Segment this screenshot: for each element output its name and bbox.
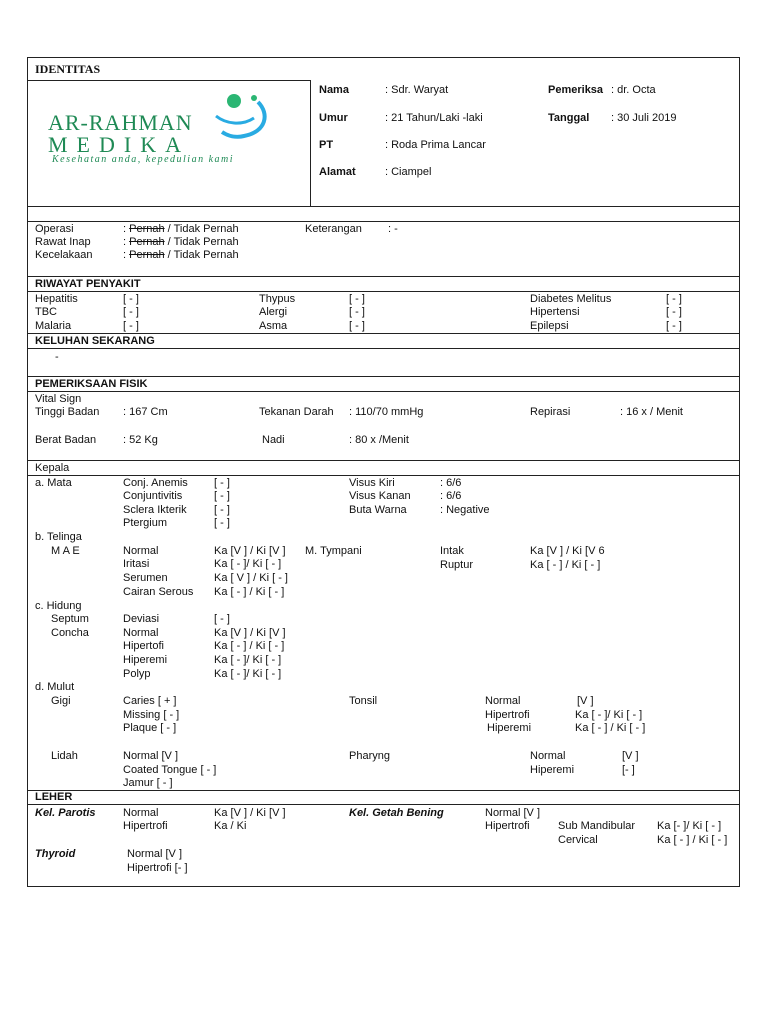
cairan-value: Ka [ - ] / Ki [ - ]: [214, 586, 285, 598]
keterangan-value: : -: [388, 223, 398, 235]
thypus-value: [ - ]: [349, 293, 365, 305]
malaria-value: [ - ]: [123, 320, 139, 332]
pharyng-hiperemi-label: Hiperemi: [530, 764, 575, 776]
asma-value: [ - ]: [349, 320, 365, 332]
thypus-label: Thypus: [259, 293, 296, 305]
cairan-label: Cairan Serous: [123, 586, 194, 598]
tinggi-label: Tinggi Badan: [35, 406, 100, 418]
repirasi-value: : 16 x / Menit: [620, 406, 683, 418]
keluhan-value: -: [55, 351, 59, 363]
umur-value: : 21 Tahun/Laki -laki: [385, 112, 483, 124]
hepatitis-label: Hepatitis: [35, 293, 78, 305]
tanggal-label: Tanggal: [548, 112, 590, 124]
logo-line2: MEDIKA: [48, 132, 190, 157]
keluhan-heading: KELUHAN SEKARANG: [35, 335, 155, 347]
septum-label: Septum: [51, 613, 89, 625]
tbc-value: [ - ]: [123, 306, 139, 318]
visus-kanan-label: Visus Kanan: [349, 490, 411, 502]
berat-value: : 52 Kg: [123, 434, 158, 446]
thyroid-normal: Normal [V ]: [127, 848, 183, 860]
fisik-heading: PEMERIKSAAN FISIK: [35, 378, 148, 390]
c-normal-label: Normal: [123, 627, 159, 639]
parotis-normal-value: Ka [V ] / Ki [V ]: [214, 807, 286, 819]
conj-value: [ - ]: [214, 477, 230, 489]
tonsil-normal-label: Normal: [485, 695, 521, 707]
sclera-label: Sclera Ikterik: [123, 504, 187, 516]
cervical-value: Ka [ - ] / Ki [ - ]: [657, 834, 728, 846]
divider: [27, 804, 740, 805]
tonsil-hipertrofi-value: Ka [ - ]/ Ki [ - ]: [575, 709, 643, 721]
gigi-label: Gigi: [51, 695, 71, 707]
kecelakaan-label: Kecelakaan: [35, 249, 93, 261]
diabetes-label: Diabetes Melitus: [530, 293, 612, 305]
getah-hipertrofi: Hipertrofi: [485, 820, 530, 832]
tonsil-label: Tonsil: [349, 695, 378, 707]
berat-label: Berat Badan: [35, 434, 97, 446]
kecelakaan-value: : Pernah / Tidak Pernah: [123, 249, 239, 261]
leher-heading: LEHER: [35, 791, 73, 803]
nadi-value: : 80 x /Menit: [349, 434, 409, 446]
epilepsi-value: [ - ]: [666, 320, 682, 332]
malaria-label: Malaria: [35, 320, 72, 332]
hidung-label: c. Hidung: [35, 600, 82, 612]
plaque-value: Plaque [ - ]: [123, 722, 177, 734]
visus-kanan-value: : 6/6: [440, 490, 462, 502]
divider: [27, 206, 740, 207]
intak-label: Intak: [440, 545, 464, 557]
tbc-label: TBC: [35, 306, 57, 318]
c-polyp-value: Ka [ - ]/ Ki [ - ]: [214, 668, 282, 680]
alamat-label: Alamat: [319, 166, 356, 178]
serumen-label: Serumen: [123, 572, 168, 584]
tympani-label: M. Tympani: [305, 545, 362, 557]
ptergium-label: Ptergium: [123, 517, 168, 529]
divider: [27, 790, 740, 791]
deviasi-value: [ - ]: [214, 613, 230, 625]
parotis-normal-label: Normal: [123, 807, 159, 819]
missing-value: Missing [ - ]: [123, 709, 180, 721]
umur-label: Umur: [319, 112, 348, 124]
visus-kiri-label: Visus Kiri: [349, 477, 395, 489]
normal-value: Ka [V ] / Ki [V ]: [214, 545, 286, 557]
intak-value: Ka [V ] / Ki [V 6: [530, 545, 605, 557]
tanggal-value: : 30 Juli 2019: [611, 112, 677, 124]
hipertensi-label: Hipertensi: [530, 306, 580, 318]
kepala-heading: Kepala: [35, 462, 70, 474]
mae-label: M A E: [51, 545, 80, 557]
thyroid-hipertrofi: Hipertrofi [- ]: [127, 862, 188, 874]
divider: [27, 333, 740, 334]
rawat-value: : Pernah / Tidak Pernah: [123, 236, 239, 248]
tonsil-hipertrofi-label: Hipertrofi: [485, 709, 530, 721]
nama-value: : Sdr. Waryat: [385, 84, 449, 96]
telinga-label: b. Telinga: [35, 531, 82, 543]
operasi-value: : Pernah / Tidak Pernah: [123, 223, 239, 235]
conjunt-label: Conjuntivitis: [123, 490, 183, 502]
nadi-label: Nadi: [262, 434, 285, 446]
c-normal-value: Ka [V ] / Ki [V ]: [214, 627, 286, 639]
lidah-label: Lidah: [51, 750, 78, 762]
alergi-value: [ - ]: [349, 306, 365, 318]
concha-label: Concha: [51, 627, 89, 639]
c-polyp-label: Polyp: [123, 668, 151, 680]
section-identitas-heading: IDENTITAS: [35, 62, 101, 76]
divider: [27, 376, 740, 377]
asma-label: Asma: [259, 320, 288, 332]
tinggi-value: : 167 Cm: [123, 406, 168, 418]
divider: [27, 348, 740, 349]
divider: [27, 276, 740, 277]
getah-label: Kel. Getah Bening: [349, 807, 444, 819]
parotis-hipertrofi-label: Hipertrofi: [123, 820, 168, 832]
repirasi-label: Repirasi: [530, 406, 571, 418]
operasi-label: Operasi: [35, 223, 74, 235]
rawat-label: Rawat Inap: [35, 236, 91, 248]
sub-mandibular-value: Ka [- ]/ Ki [ - ]: [657, 820, 722, 832]
cervical-label: Cervical: [558, 834, 598, 846]
logo-tagline: Kesehatan anda, kepedulian kami: [52, 154, 235, 165]
lidah-normal: Normal [V ]: [123, 750, 179, 762]
divider: [27, 460, 740, 461]
conjunt-value: [ - ]: [214, 490, 230, 502]
epilepsi-label: Epilepsi: [530, 320, 569, 332]
lidah-coated: Coated Tongue [ - ]: [123, 764, 217, 776]
divider: [27, 391, 740, 392]
ptergium-value: [ - ]: [214, 517, 230, 529]
pharyng-label: Pharyng: [349, 750, 390, 762]
tekanan-label: Tekanan Darah: [259, 406, 334, 418]
hepatitis-value: [ - ]: [123, 293, 139, 305]
mulut-label: d. Mulut: [35, 681, 75, 693]
hipertensi-value: [ - ]: [666, 306, 682, 318]
deviasi-label: Deviasi: [123, 613, 160, 625]
iritasi-label: Iritasi: [123, 558, 150, 570]
ruptur-value: Ka [ - ] / Ki [ - ]: [530, 559, 601, 571]
parotis-label: Kel. Parotis: [35, 807, 96, 819]
c-hiperemi-label: Hiperemi: [123, 654, 168, 666]
logo-line1: AR-RAHMAN: [48, 110, 193, 135]
pemeriksa-value: : dr. Octa: [611, 84, 656, 96]
c-hipertofi-value: Ka [ - ] / Ki [ - ]: [214, 640, 285, 652]
alergi-label: Alergi: [259, 306, 288, 318]
lidah-jamur: Jamur [ - ]: [123, 777, 173, 789]
pharyng-normal-label: Normal: [530, 750, 566, 762]
pharyng-normal-value: [V ]: [622, 750, 639, 762]
c-hipertofi-label: Hipertofi: [123, 640, 164, 652]
nama-label: Nama: [319, 84, 349, 96]
ruptur-label: Ruptur: [440, 559, 474, 571]
pharyng-hiperemi-value: [- ]: [622, 764, 635, 776]
alamat-value: : Ciampel: [385, 166, 432, 178]
divider: [27, 291, 740, 292]
tonsil-normal-value: [V ]: [577, 695, 594, 707]
serumen-value: Ka [ V ] / Ki [ - ]: [214, 572, 288, 584]
divider: [27, 221, 740, 222]
riwayat-heading: RIWAYAT PENYAKIT: [35, 278, 141, 290]
pt-value: : Roda Prima Lancar: [385, 139, 486, 151]
thyroid-label: Thyroid: [35, 848, 76, 860]
diabetes-value: [ - ]: [666, 293, 682, 305]
c-hiperemi-value: Ka [ - ]/ Ki [ - ]: [214, 654, 282, 666]
getah-normal: Normal [V ]: [485, 807, 541, 819]
normal-label: Normal: [123, 545, 159, 557]
tonsil-hiperemi-value: Ka [ - ] / Ki [ - ]: [575, 722, 646, 734]
mata-label: a. Mata: [35, 477, 72, 489]
sclera-value: [ - ]: [214, 504, 230, 516]
keterangan-label: Keterangan: [305, 223, 362, 235]
parotis-hipertrofi-value: Ka / Ki: [214, 820, 247, 832]
buta-value: : Negative: [440, 504, 490, 516]
sub-mandibular-label: Sub Mandibular: [558, 820, 636, 832]
caries-value: Caries [ + ]: [123, 695, 177, 707]
vital-sign-label: Vital Sign: [35, 393, 82, 405]
visus-kiri-value: : 6/6: [440, 477, 462, 489]
tonsil-hiperemi-label: Hiperemi: [487, 722, 532, 734]
divider: [27, 475, 740, 476]
conj-label: Conj. Anemis: [123, 477, 188, 489]
iritasi-value: Ka [ - ]/ Ki [ - ]: [214, 558, 282, 570]
buta-label: Buta Warna: [349, 504, 407, 516]
tekanan-value: : 110/70 mmHg: [349, 406, 424, 418]
logo-mark-icon: [212, 88, 274, 148]
pt-label: PT: [319, 139, 334, 151]
pemeriksa-label: Pemeriksa: [548, 84, 604, 96]
